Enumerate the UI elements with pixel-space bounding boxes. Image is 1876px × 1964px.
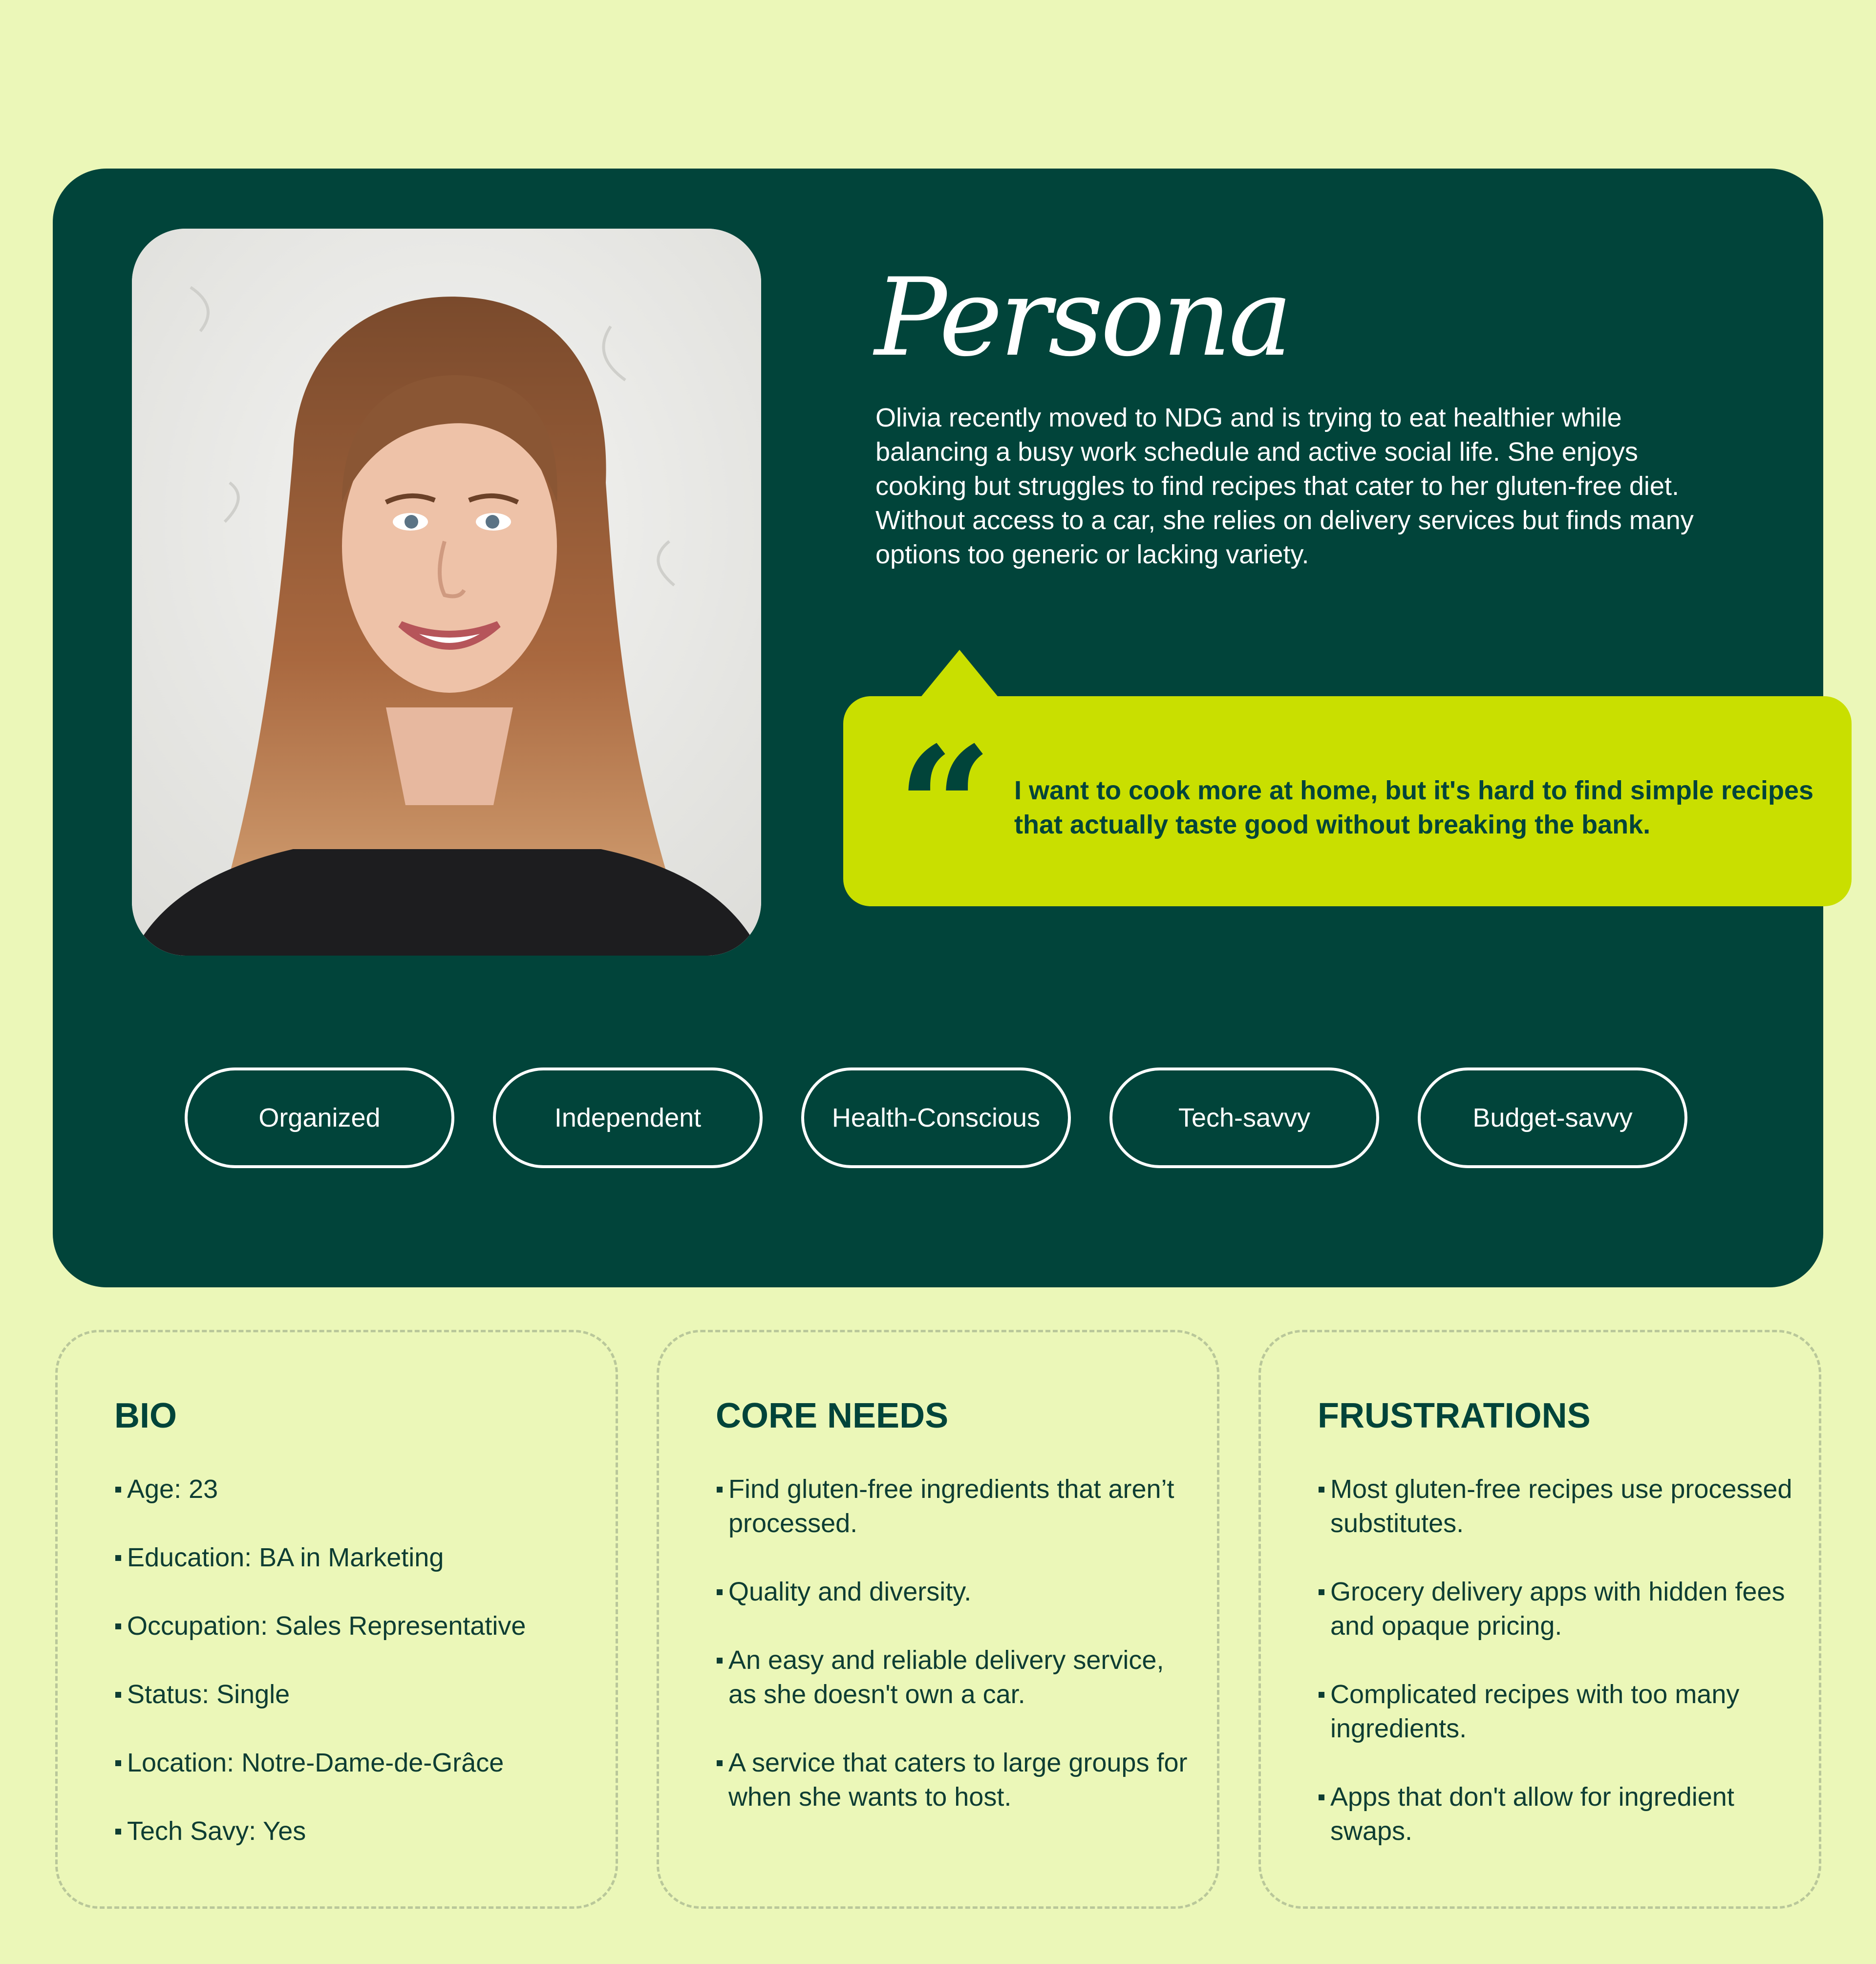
portrait-image xyxy=(132,229,761,956)
list-item: Location: Notre-Dame-de-Grâce xyxy=(115,1746,594,1780)
trait-tag-tech-savvy: Tech-savvy xyxy=(1109,1067,1379,1168)
page-title: Persona xyxy=(874,255,1290,380)
list-item: Education: BA in Marketing xyxy=(115,1540,594,1575)
list-item: Age: 23 xyxy=(115,1472,594,1506)
list-item: Status: Single xyxy=(115,1677,594,1711)
quote-bubble-tail xyxy=(919,650,1000,699)
core-needs-list xyxy=(717,1472,1195,1848)
list-item: A service that caters to large groups for when she wants to host. xyxy=(717,1746,1195,1814)
list-item: An easy and reliable delivery service, as she doesn't own a car. xyxy=(717,1643,1195,1711)
trait-tag-organized: Organized xyxy=(185,1067,454,1168)
trait-tags xyxy=(185,1067,1689,1171)
core-needs-card xyxy=(657,1330,1219,1909)
list-item: Find gluten-free ingredients that aren’t processed. xyxy=(717,1472,1195,1540)
list-item: Most gluten-free recipes use processed substitutes. xyxy=(1319,1472,1797,1540)
bio-card xyxy=(55,1330,618,1909)
frustrations-card xyxy=(1258,1330,1821,1909)
list-item: Quality and diversity. xyxy=(717,1575,1195,1609)
persona-photo xyxy=(132,229,761,956)
quote-text: I want to cook more at home, but it's hard to find simple recipes that actually taste good without breaking the bank. xyxy=(1014,776,1814,839)
quote-bubble xyxy=(843,696,1852,906)
trait-tag-health-conscious: Health-Conscious xyxy=(801,1067,1071,1168)
frustrations-title: FRUSTRATIONS xyxy=(1318,1396,1591,1435)
bio-title: BIO xyxy=(114,1396,177,1435)
list-item: Complicated recipes with too many ingredients. xyxy=(1319,1677,1797,1746)
quote-mark-icon: “ xyxy=(897,711,993,906)
trait-tag-independent: Independent xyxy=(493,1067,763,1168)
list-item: Apps that don't allow for ingredient swaps. xyxy=(1319,1780,1797,1848)
frustrations-list xyxy=(1319,1472,1797,1882)
list-item: Tech Savy: Yes xyxy=(115,1814,594,1848)
core-needs-title: CORE NEEDS xyxy=(716,1396,949,1435)
list-item: Grocery delivery apps with hidden fees and opaque pricing. xyxy=(1319,1575,1797,1643)
list-item: Occupation: Sales Representative xyxy=(115,1609,594,1643)
persona-description: Olivia recently moved to NDG and is trying to eat healthier while balancing a busy work schedule and active social life. She enjoys cooking but struggles to find recipes that cater to her gluten-free diet. Without access to a car, she relies on delivery services but finds many options too generic or lacking variety. xyxy=(875,403,1694,569)
bio-list xyxy=(115,1472,594,1882)
trait-tag-budget-savvy: Budget-savvy xyxy=(1418,1067,1687,1168)
